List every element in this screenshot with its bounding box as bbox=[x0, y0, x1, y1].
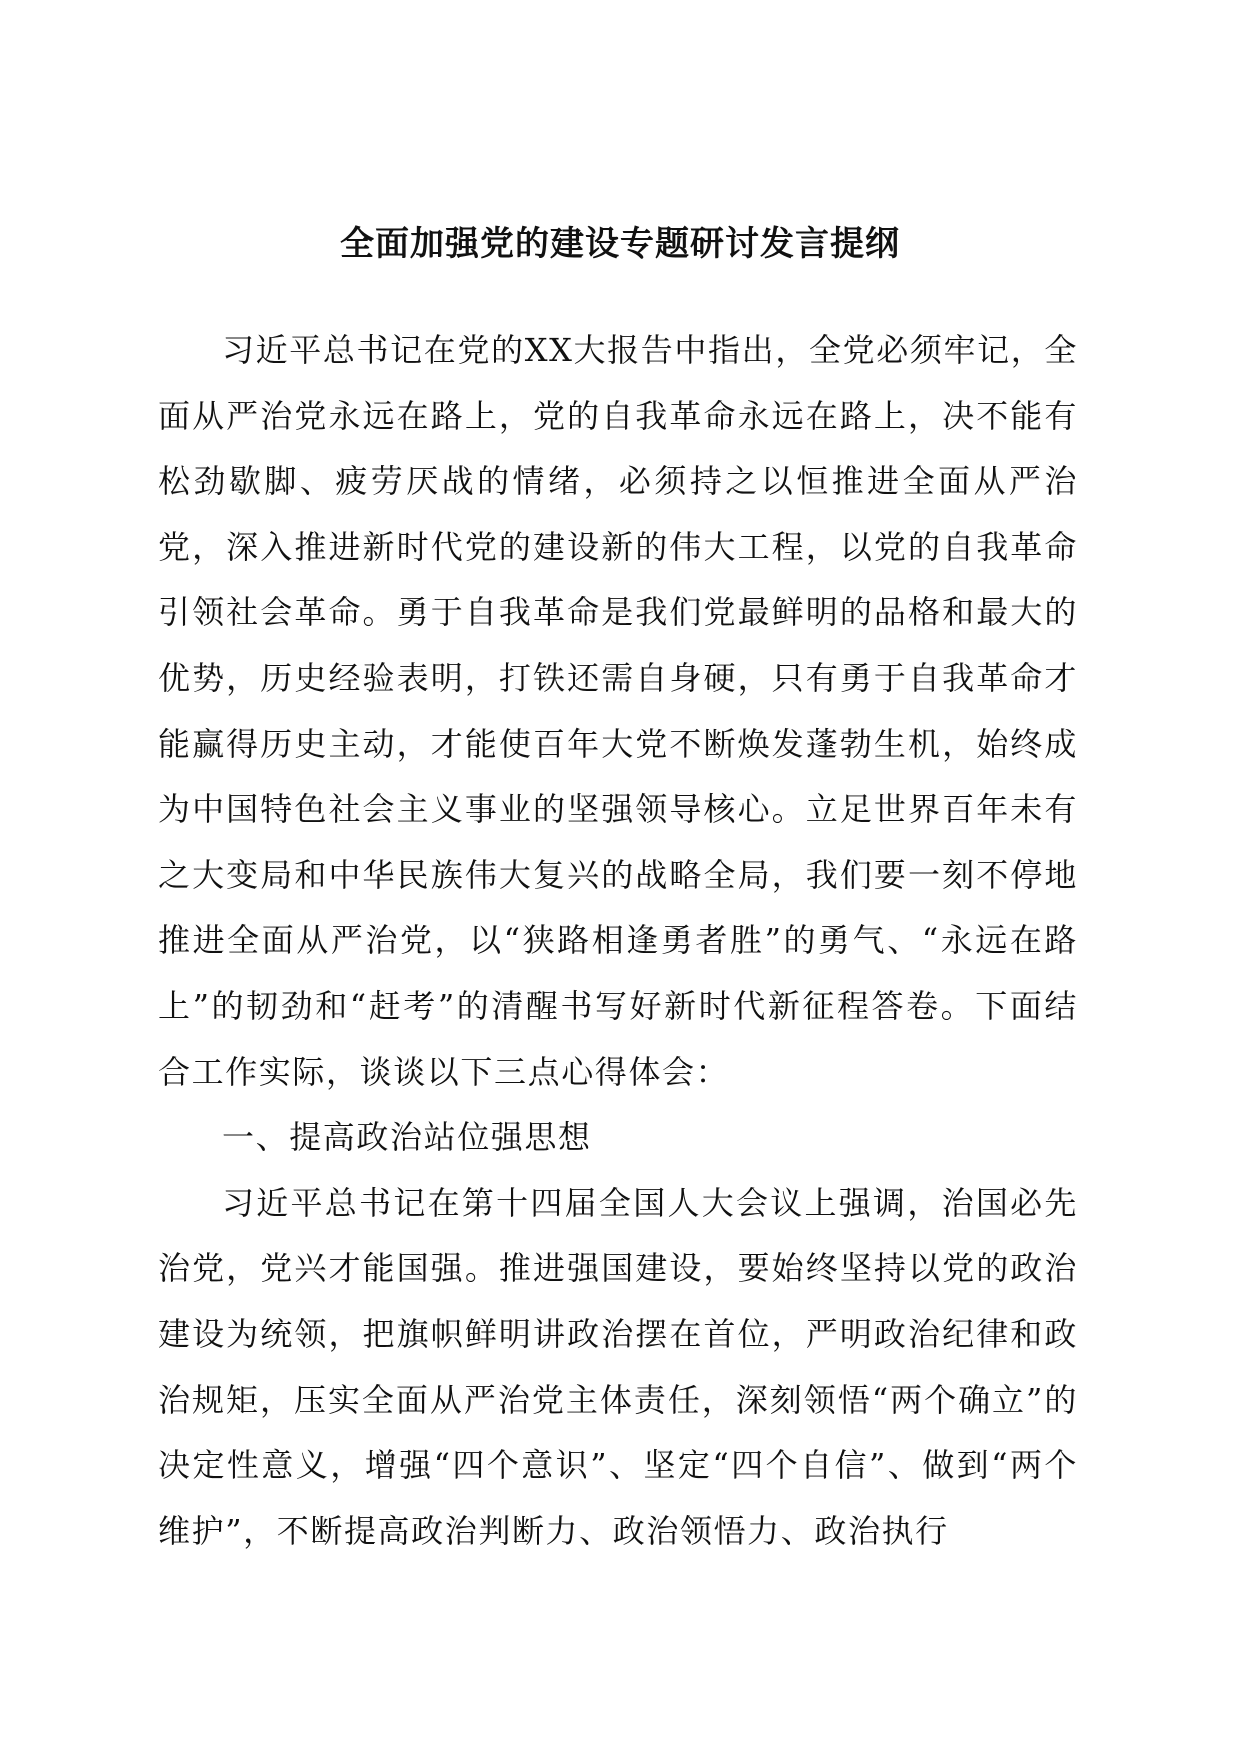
section-heading-1: 一、提高政治站位强思想 bbox=[222, 1118, 592, 1157]
intro-paragraph: 习近平总书记在党的XX大报告中指出，全党必须牢记，全面从严治党永远在路上，党的自我革命永远在路上，决不能有松劲歇脚、疲劳厌战的情绪，必须持之以恒推进全面从严治党，深入推进新时代党的建设新的伟大工程，以党的自我革命引领社会革命。勇于自我革命是我们党最鲜明的品格和最大的优势，历史经验表明，打铁还需自身硬，只有勇于自我革命才能赢得历史主动，才能使百年大党不断焕发蓬勃生机，始终成为中国特色社会主义事业的坚强领导核心。立足世界百年未有之大变局和中华民族伟大复兴的战略全局，我们要一刻不停地推进全面从严治党，以“狭路相逢勇者胜”的勇气、“永远在路上”的韧劲和“赶考”的清醒书写好新时代新征程答卷。下面结合工作实际，谈谈以下三点心得体会： bbox=[158, 331, 1078, 1091]
section-1-paragraph: 习近平总书记在第十四届全国人大会议上强调，治国必先治党，党兴才能国强。推进强国建设，要始终坚持以党的政治建设为统领，把旗帜鲜明讲政治摆在首位，严明政治纪律和政治规矩，压实全面从严治党主体责任，深刻领悟“两个确立”的决定性意义，增强“四个意识”、坚定“四个自信”、做到“两个维护”，不断提高政治判断力、政治领悟力、政治执行 bbox=[158, 1183, 1078, 1550]
document-title: 全面加强党的建设专题研讨发言提纲 bbox=[340, 224, 900, 264]
document-body bbox=[158, 318, 1078, 1564]
